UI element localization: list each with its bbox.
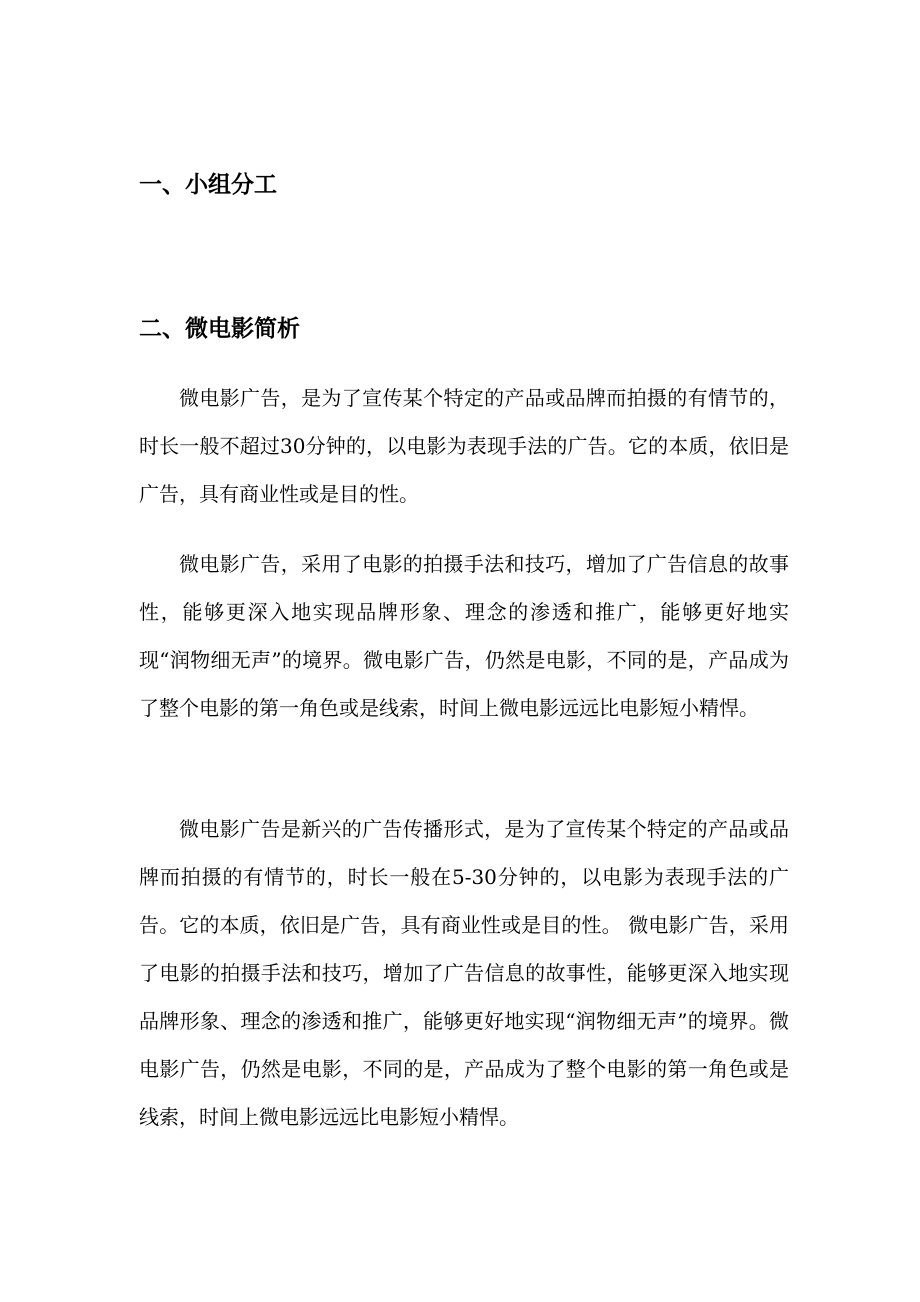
section-heading-group-division: 一、小组分工 xyxy=(139,171,277,198)
paragraph-summary: 微电影广告是新兴的广告传播形式，是为了宣传某个特定的产品或品牌而拍摄的有情节的，时长一般在5-30分钟的，以电影为表现手法的广告。它的本质，依旧是广告，具有商业性或是目的性。 微电影广告，采用了电影的拍摄手法和技巧，增加了广告信息的故事性，能够更深入地实现品牌形象、理念的渗透和推广，能够更好地实现“润物细无声”的境界。微电影广告，仍然是电影，不同的是，产品成为了整个电影的第一角色或是线索，时间上微电影远远比电影短小精悍。 xyxy=(139,817,789,1129)
paragraph-techniques: 微电影广告，采用了电影的拍摄手法和技巧，增加了广告信息的故事性，能够更深入地实现品牌形象、理念的渗透和推广，能够更好地实现“润物细无声”的境界。微电影广告，仍然是电影，不同的是，产品成为了整个电影的第一角色或是线索，时间上微电影远远比电影短小精悍。 xyxy=(139,552,789,720)
section-heading-micro-film-analysis: 二、微电影简析 xyxy=(139,315,300,342)
paragraph-definition: 微电影广告，是为了宣传某个特定的产品或品牌而拍摄的有情节的，时长一般不超过30分钟的，以电影为表现手法的广告。它的本质，依旧是广告，具有商业性或是目的性。 xyxy=(139,386,789,506)
